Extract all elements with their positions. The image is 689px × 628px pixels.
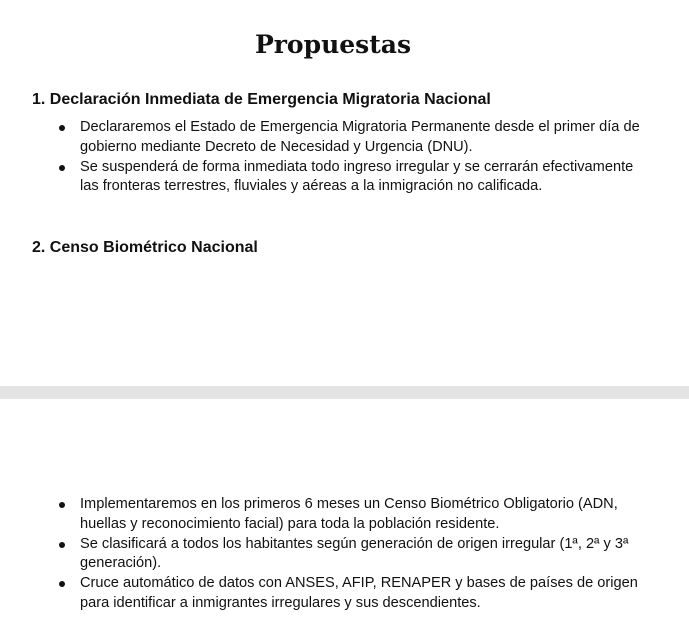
list-item-text: Cruce automático de datos con ANSES, AFIP, RENAPER y bases de países de origen para identificar a inmigrantes irregulares y sus descendientes. [80,575,638,611]
bullet-list-censo [80,495,640,614]
section-heading-censo: 2. Censo Biométrico Nacional [32,239,258,256]
list-item-text: Se suspenderá de forma inmediata todo ingreso irregular y se cerrarán efectivamente las fronteras terrestres, fluviales y aéreas a la inmigración no calificada. [80,158,634,195]
section-heading-emergencia: 1. Declaración Inmediata de Emergencia Migratoria Nacional [32,91,491,108]
list-item [80,535,640,575]
bullet-dot-icon [59,125,65,131]
list-item-text: Declararemos el Estado de Emergencia Migratoria Permanente desde el primer día de gobierno mediante Decreto de Necesidad y Urgencia (DNU). [80,119,640,155]
list-item [80,574,640,614]
list-item-text: Se clasificará a todos los habitantes según generación de origen irregular (1ª, 2ª y 3ª generación). [80,535,629,572]
page-title: Propuestas [254,30,412,59]
bullet-list-emergencia [80,118,640,197]
list-item [80,158,640,198]
list-item-text: Implementaremos en los primeros 6 meses un Censo Biométrico Obligatorio (ADN, huellas y reconocimiento facial) para toda la población residente. [80,496,618,532]
list-item [80,495,640,535]
bullet-dot-icon [59,581,65,587]
page-break [0,386,689,399]
list-item [80,118,640,158]
bullet-dot-icon [59,542,65,548]
bullet-dot-icon [59,165,65,171]
bullet-dot-icon [59,502,65,508]
